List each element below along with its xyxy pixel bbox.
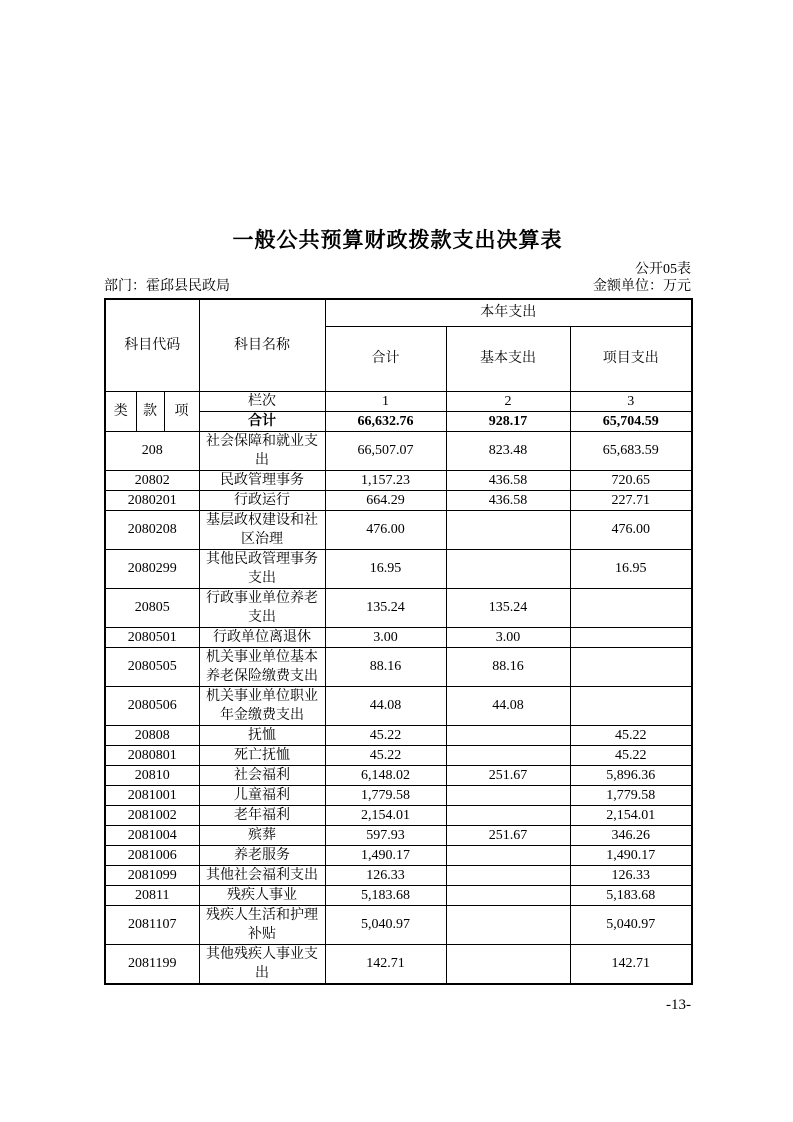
subject-name-cell: 残疾人生活和护理补贴 (199, 905, 325, 944)
total-cell: 476.00 (325, 510, 446, 549)
grand-total-basic: 928.17 (446, 411, 570, 431)
basic-expenditure-cell (446, 785, 570, 805)
project-expenditure-cell: 5,040.97 (570, 905, 692, 944)
total-cell: 1,157.23 (325, 470, 446, 490)
subject-name-cell: 儿童福利 (199, 785, 325, 805)
basic-expenditure-cell (446, 510, 570, 549)
project-expenditure-cell (570, 588, 692, 627)
subject-code-cell: 2081099 (105, 865, 199, 885)
subject-code-cell: 2080201 (105, 490, 199, 510)
meta-row (104, 279, 691, 295)
table-row (105, 647, 692, 686)
header-section: 款 (136, 391, 164, 431)
project-expenditure-cell: 720.65 (570, 470, 692, 490)
total-cell: 45.22 (325, 745, 446, 765)
basic-expenditure-cell: 135.24 (446, 588, 570, 627)
subject-name-cell: 残疾人事业 (199, 885, 325, 905)
total-cell: 597.93 (325, 825, 446, 845)
total-cell: 135.24 (325, 588, 446, 627)
project-expenditure-cell: 5,183.68 (570, 885, 692, 905)
subject-code-cell: 2081107 (105, 905, 199, 944)
subject-code-cell: 20808 (105, 725, 199, 745)
header-item: 项 (164, 391, 199, 431)
project-expenditure-cell: 346.26 (570, 825, 692, 845)
total-cell: 6,148.02 (325, 765, 446, 785)
subject-code-cell: 2081004 (105, 825, 199, 845)
subject-code-cell: 2081001 (105, 785, 199, 805)
table-row (105, 865, 692, 885)
subject-code-cell: 2081006 (105, 845, 199, 865)
project-expenditure-cell: 126.33 (570, 865, 692, 885)
total-cell: 1,779.58 (325, 785, 446, 805)
subject-name-cell: 社会福利 (199, 765, 325, 785)
basic-expenditure-cell: 436.58 (446, 470, 570, 490)
subject-code-cell: 20810 (105, 765, 199, 785)
basic-expenditure-cell: 251.67 (446, 765, 570, 785)
subject-code-cell: 2081002 (105, 805, 199, 825)
subject-name-cell: 老年福利 (199, 805, 325, 825)
total-cell: 66,507.07 (325, 431, 446, 470)
column-index-1: 1 (325, 391, 446, 411)
subject-name-cell: 抚恤 (199, 725, 325, 745)
project-expenditure-cell: 2,154.01 (570, 805, 692, 825)
basic-expenditure-cell: 823.48 (446, 431, 570, 470)
subject-code-cell: 2080299 (105, 549, 199, 588)
table-row (105, 765, 692, 785)
basic-expenditure-cell (446, 885, 570, 905)
total-cell: 45.22 (325, 725, 446, 745)
project-expenditure-cell (570, 627, 692, 647)
table-row (105, 944, 692, 984)
subject-name-cell: 殡葬 (199, 825, 325, 845)
total-cell: 5,183.68 (325, 885, 446, 905)
form-number: 公开05表 (635, 262, 691, 277)
subject-code-cell: 2080801 (105, 745, 199, 765)
project-expenditure-cell: 16.95 (570, 549, 692, 588)
subject-code-cell: 2080501 (105, 627, 199, 647)
total-cell: 16.95 (325, 549, 446, 588)
basic-expenditure-cell: 44.08 (446, 686, 570, 725)
basic-expenditure-cell (446, 905, 570, 944)
subject-name-cell: 民政管理事务 (199, 470, 325, 490)
total-cell: 1,490.17 (325, 845, 446, 865)
subject-code-cell: 2080506 (105, 686, 199, 725)
table-row (105, 885, 692, 905)
subject-name-cell: 社会保障和就业支出 (199, 431, 325, 470)
project-expenditure-cell (570, 686, 692, 725)
table-row (105, 745, 692, 765)
basic-expenditure-cell: 251.67 (446, 825, 570, 845)
column-index-row (105, 391, 692, 411)
project-expenditure-cell: 1,779.58 (570, 785, 692, 805)
table-row (105, 785, 692, 805)
subject-name-cell: 机关事业单位基本养老保险缴费支出 (199, 647, 325, 686)
grand-total-total: 66,632.76 (325, 411, 446, 431)
header-basic-expenditure: 基本支出 (446, 326, 570, 391)
table-row (105, 825, 692, 845)
total-cell: 2,154.01 (325, 805, 446, 825)
project-expenditure-cell: 65,683.59 (570, 431, 692, 470)
page-title: 一般公共预算财政拨款支出决算表 (232, 229, 563, 252)
subject-name-cell: 行政运行 (199, 490, 325, 510)
total-cell: 142.71 (325, 944, 446, 984)
table-row (105, 490, 692, 510)
header-category: 类 (105, 391, 136, 431)
project-expenditure-cell: 45.22 (570, 725, 692, 745)
total-cell: 5,040.97 (325, 905, 446, 944)
total-cell: 664.29 (325, 490, 446, 510)
table-row (105, 686, 692, 725)
project-expenditure-cell: 1,490.17 (570, 845, 692, 865)
basic-expenditure-cell (446, 944, 570, 984)
column-index-2: 2 (446, 391, 570, 411)
basic-expenditure-cell: 3.00 (446, 627, 570, 647)
header-current-year-expenditure: 本年支出 (325, 299, 692, 326)
subject-name-cell: 其他残疾人事业支出 (199, 944, 325, 984)
total-cell: 126.33 (325, 865, 446, 885)
table-body (105, 431, 692, 984)
subject-name-cell: 行政事业单位养老支出 (199, 588, 325, 627)
subject-code-cell: 2080208 (105, 510, 199, 549)
subject-code-cell: 20802 (105, 470, 199, 490)
basic-expenditure-cell (446, 865, 570, 885)
project-expenditure-cell (570, 647, 692, 686)
total-cell: 44.08 (325, 686, 446, 725)
table-row (105, 805, 692, 825)
table-row (105, 725, 692, 745)
basic-expenditure-cell (446, 725, 570, 745)
header-project-expenditure: 项目支出 (570, 326, 692, 391)
subject-name-cell: 基层政权建设和社区治理 (199, 510, 325, 549)
page-number: -13- (666, 996, 691, 1013)
subject-code-cell: 208 (105, 431, 199, 470)
header-row-1 (105, 299, 692, 326)
column-index-label: 栏次 (199, 391, 325, 411)
table-row (105, 845, 692, 865)
basic-expenditure-cell: 436.58 (446, 490, 570, 510)
table-row (105, 510, 692, 549)
subject-code-cell: 20805 (105, 588, 199, 627)
subject-code-cell: 2081199 (105, 944, 199, 984)
subject-name-cell: 死亡抚恤 (199, 745, 325, 765)
table-row (105, 627, 692, 647)
header-subject-code: 科目代码 (105, 299, 199, 391)
grand-total-label: 合计 (199, 411, 325, 431)
header-total: 合计 (325, 326, 446, 391)
subject-name-cell: 机关事业单位职业年金缴费支出 (199, 686, 325, 725)
total-cell: 88.16 (325, 647, 446, 686)
subject-code-cell: 20811 (105, 885, 199, 905)
project-expenditure-cell: 476.00 (570, 510, 692, 549)
table-row (105, 431, 692, 470)
basic-expenditure-cell: 88.16 (446, 647, 570, 686)
project-expenditure-cell: 45.22 (570, 745, 692, 765)
subject-name-cell: 养老服务 (199, 845, 325, 865)
document-page (104, 0, 691, 1013)
subject-code-cell: 2080505 (105, 647, 199, 686)
basic-expenditure-cell (446, 805, 570, 825)
table-row (105, 905, 692, 944)
subject-name-cell: 其他民政管理事务支出 (199, 549, 325, 588)
total-cell: 3.00 (325, 627, 446, 647)
subject-name-cell: 其他社会福利支出 (199, 865, 325, 885)
project-expenditure-cell: 227.71 (570, 490, 692, 510)
basic-expenditure-cell (446, 549, 570, 588)
table-row (105, 549, 692, 588)
project-expenditure-cell: 142.71 (570, 944, 692, 984)
subject-name-cell: 行政单位离退休 (199, 627, 325, 647)
department-label: 部门：霍邱县民政局 (104, 279, 230, 294)
unit-label: 金额单位：万元 (593, 279, 691, 294)
column-index-3: 3 (570, 391, 692, 411)
expenditure-table (104, 298, 693, 985)
basic-expenditure-cell (446, 745, 570, 765)
grand-total-project: 65,704.59 (570, 411, 692, 431)
table-row (105, 470, 692, 490)
header-subject-name: 科目名称 (199, 299, 325, 391)
table-row (105, 588, 692, 627)
basic-expenditure-cell (446, 845, 570, 865)
project-expenditure-cell: 5,896.36 (570, 765, 692, 785)
